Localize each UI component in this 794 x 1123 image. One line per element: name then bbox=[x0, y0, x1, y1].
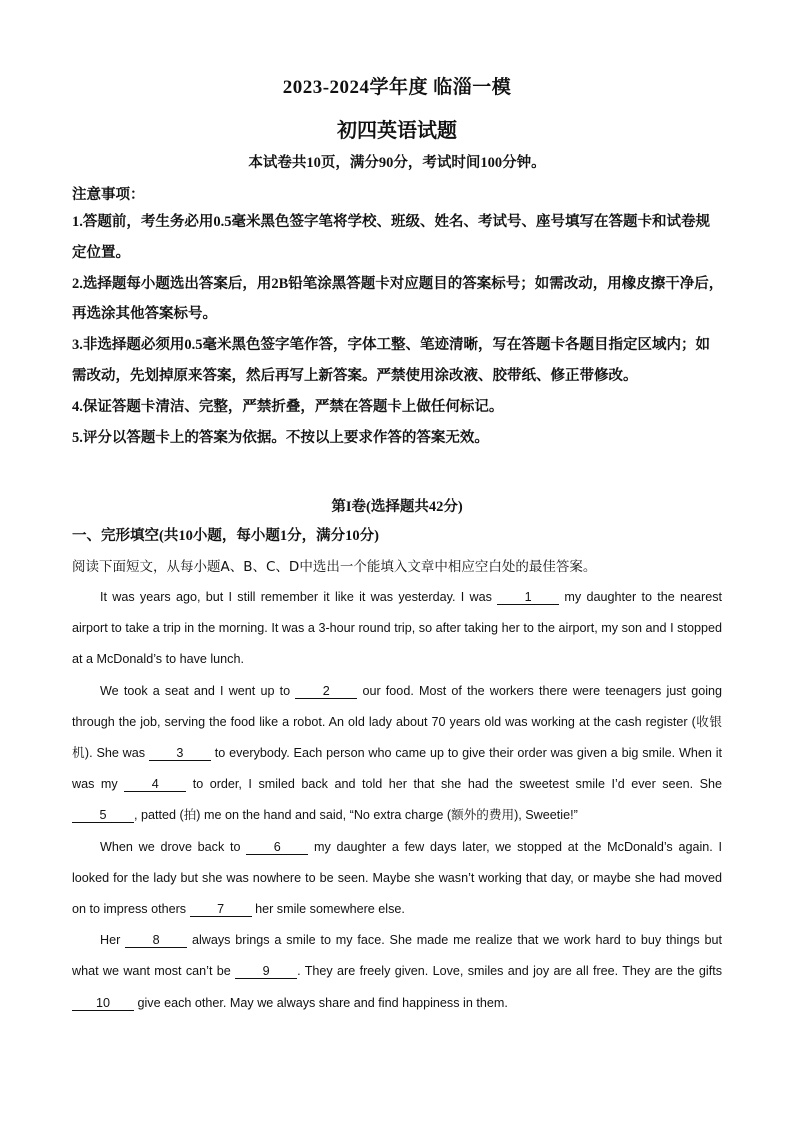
passage-text: It was years ago, but I still remember it like it was yesterday. I was bbox=[100, 590, 498, 604]
notice-item: 2.选择题每小题选出答案后，用2B铅笔涂黑答题卡对应题目的答案标号；如需改动，用橡皮擦干净后，再选涂其他答案标号。 bbox=[72, 275, 724, 323]
blank-1: 1 bbox=[497, 590, 559, 605]
passage-text: to order, I smiled back and told her that she had the sweetest smile I’d ever seen. She bbox=[186, 777, 722, 792]
part-instruction: 阅读下面短文，从每小题A、B、C、D中选出一个能填入文章中相应空白处的最佳答案。 bbox=[72, 559, 597, 575]
passage-text: . They are freely given. Love, smiles and joy are all free. They are the gifts bbox=[297, 964, 722, 979]
passage-text: my daughter to the nearest airport to take a trip in the morning. It was a 3-hour round trip, so after taking her to the airport, my son and I stopped at a McDonald’s to have lunch. bbox=[72, 590, 723, 667]
blank-8: 8 bbox=[125, 933, 187, 948]
passage-text: When we drove back to bbox=[100, 839, 247, 854]
notice-item: 5.评分以答题卡上的答案为依据。不按以上要求作答的答案无效。 bbox=[72, 429, 489, 446]
passage-paragraph bbox=[72, 582, 722, 676]
passage-text: my daughter a few days later, we stopped at the McDonald’s again. I looked for the lady but she was nowhere to be seen. Maybe she wasn’t working that day, or maybe she had moved on to impress others bbox=[72, 839, 722, 917]
blank-9: 9 bbox=[235, 964, 297, 979]
part-title: 一、完形填空(共10小题，每小题1分，满分10分) bbox=[72, 528, 379, 544]
exam-subject: 初四英语试题 bbox=[337, 120, 457, 142]
exam-title: 2023-2024学年度 临淄一模 bbox=[282, 77, 512, 98]
passage-text: our food. Most of the workers there were teenagers just going through the job, serving the food like a robot. An old lady about 70 years old was working at the cash register (收银机). She was bbox=[72, 683, 723, 761]
blank-7: 7 bbox=[190, 902, 252, 917]
passage-text: give each other. May we always share and find happiness in them. bbox=[134, 995, 508, 1010]
blank-10: 10 bbox=[72, 996, 134, 1011]
cloze-passage bbox=[72, 582, 722, 1019]
notice-item: 4.保证答题卡清洁、完整，严禁折叠，严禁在答题卡上做任何标记。 bbox=[72, 398, 504, 415]
notice-item: 3.非选择题必须用0.5毫米黑色签字笔作答，字体工整、笔迹清晰，写在答题卡各题目指定区域内；如需改动，先划掉原来答案，然后再写上新答案。严禁使用涂改液、胶带纸、修正带修改。 bbox=[72, 337, 710, 384]
passage-paragraph bbox=[72, 925, 722, 1019]
blank-2: 2 bbox=[295, 684, 357, 699]
passage-paragraph bbox=[72, 832, 722, 926]
volume-title: 第I卷(选择题共42分) bbox=[331, 499, 463, 515]
passage-text: Her bbox=[100, 933, 126, 948]
notice-item: 1.答题前，考生务必用0.5毫米黑色签字笔将学校、班级、姓名、考试号、座号填写在答题卡和试卷规定位置。 bbox=[72, 214, 710, 261]
passage-text: We took a seat and I went up to bbox=[100, 683, 296, 698]
blank-3: 3 bbox=[149, 746, 211, 761]
blank-6: 6 bbox=[246, 840, 308, 855]
passage-text: to everybody. Each person who came up to give their order was given a big smile. When it was my bbox=[72, 746, 722, 792]
notice-heading: 注意事项： bbox=[72, 187, 145, 203]
passage-text: always brings a smile to my face. She made me realize that we work hard to buy things but what we want most can’t be bbox=[72, 933, 722, 979]
notice-list bbox=[72, 207, 724, 453]
blank-5: 5 bbox=[72, 808, 134, 823]
passage-text: , patted (拍) me on the hand and said, “No extra charge (额外的费用), Sweetie!” bbox=[134, 808, 578, 823]
passage-text: her smile somewhere else. bbox=[251, 902, 405, 917]
blank-4: 4 bbox=[124, 777, 186, 792]
passage-paragraph bbox=[72, 676, 722, 832]
exam-info: 本试卷共10页，满分90分，考试时间100分钟。 bbox=[248, 155, 546, 171]
